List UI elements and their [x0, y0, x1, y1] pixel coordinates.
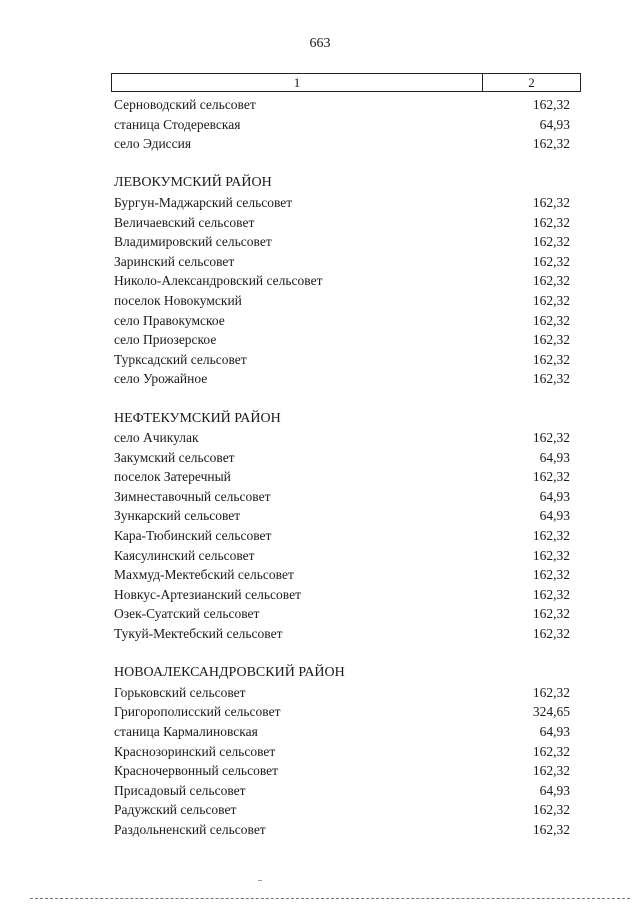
table-row — [114, 369, 570, 389]
settlement-name: Каясулинский сельсовет — [114, 547, 255, 563]
table-row — [114, 428, 570, 448]
header-col-2: 2 — [528, 75, 535, 90]
settlement-value: 162,32 — [532, 253, 570, 269]
table-row — [114, 487, 570, 507]
table-row — [114, 546, 570, 566]
settlement-value: 162,32 — [532, 312, 570, 328]
settlement-name: Закумский сельсовет — [114, 449, 235, 465]
table-row — [114, 565, 570, 585]
settlement-value: 162,32 — [532, 469, 570, 485]
table-row — [114, 330, 570, 350]
settlement-value: 162,32 — [532, 194, 570, 210]
table-row — [114, 761, 570, 781]
settlement-name: Григорополисский сельсовет — [114, 704, 281, 720]
table-row — [114, 95, 570, 115]
settlement-value: 162,32 — [532, 821, 570, 837]
settlement-name: Зункарский сельсовет — [114, 508, 241, 524]
settlement-name: Махмуд-Мектебский сельсовет — [114, 567, 294, 583]
settlement-name: Заринский сельсовет — [114, 253, 235, 269]
table-row — [114, 448, 570, 468]
settlement-name: село Приозерское — [114, 332, 217, 348]
table-row — [114, 350, 570, 370]
table-row — [114, 213, 570, 233]
settlement-name: Горьковский сельсовет — [114, 684, 246, 700]
settlement-name: станица Кармалиновская — [114, 724, 258, 739]
table-header — [111, 73, 581, 92]
settlement-value: 162,32 — [532, 528, 570, 544]
table-row — [114, 467, 570, 487]
scan-mark — [258, 880, 262, 881]
section-spacer — [114, 389, 570, 409]
settlement-value: 162,32 — [532, 371, 570, 387]
table-row — [114, 624, 570, 644]
settlement-name: Серноводский сельсовет — [114, 97, 256, 112]
header-col-1: 1 — [112, 74, 483, 91]
table-row — [114, 604, 570, 624]
settlement-name: село Урожайное — [114, 371, 208, 387]
settlement-name: Новкус-Артезианский сельсовет — [114, 586, 301, 602]
settlement-name: село Ачикулак — [114, 430, 199, 446]
settlement-name: Величаевский сельсовет — [114, 214, 255, 230]
settlement-name: поселок Затеречный — [114, 469, 231, 485]
settlement-name: Краснозоринский сельсовет — [114, 743, 276, 759]
settlement-name: Озек-Суатский сельсовет — [114, 606, 260, 622]
settlement-name: поселок Новокумский — [114, 292, 242, 308]
table-row — [114, 115, 570, 135]
settlement-value: 162,32 — [532, 136, 570, 152]
settlement-name: Тукуй-Мектебский сельсовет — [114, 626, 283, 642]
settlement-name: Присадовый сельсовет — [114, 782, 246, 798]
settlement-value: 162,32 — [532, 684, 570, 700]
settlement-value: 64,93 — [539, 724, 570, 739]
settlement-value: 162,32 — [532, 214, 570, 230]
settlement-value: 162,32 — [532, 626, 570, 642]
table-row — [114, 683, 570, 703]
settlement-value: 162,32 — [532, 547, 570, 563]
settlement-value: 162,32 — [532, 351, 570, 367]
settlement-name: Радужский сельсовет — [114, 802, 237, 818]
district-title: ЛЕВОКУМСКИЙ РАЙОН — [114, 175, 272, 191]
table-row — [114, 193, 570, 213]
settlement-value: 162,32 — [532, 586, 570, 602]
settlement-value: 64,93 — [539, 488, 570, 504]
table-row — [114, 232, 570, 252]
settlement-value: 64,93 — [539, 116, 570, 132]
settlement-value: 64,93 — [539, 449, 570, 465]
section-spacer — [114, 154, 570, 174]
settlement-value: 162,32 — [532, 292, 570, 308]
settlement-value: 162,32 — [532, 567, 570, 583]
table-row — [114, 781, 570, 801]
settlement-name: Зимнеставочный сельсовет — [114, 488, 271, 504]
table-row — [114, 291, 570, 311]
settlement-name: Бургун-Маджарский сельсовет — [114, 194, 293, 210]
settlement-value: 162,32 — [532, 743, 570, 759]
bottom-rule — [30, 898, 630, 899]
settlement-name: Кара-Тюбинский сельсовет — [114, 528, 272, 544]
settlement-name: Николо-Александровский сельсовет — [114, 273, 323, 289]
settlement-name: Владимировский сельсовет — [114, 234, 272, 250]
settlement-name: село Правокумское — [114, 312, 225, 328]
table-row — [114, 252, 570, 272]
table-row — [114, 271, 570, 291]
settlement-value: 162,32 — [532, 273, 570, 289]
district-title: НЕФТЕКУМСКИЙ РАЙОН — [114, 410, 281, 426]
table-row — [114, 134, 570, 154]
settlement-value: 162,32 — [532, 97, 570, 112]
settlement-value: 162,32 — [532, 332, 570, 348]
table-row — [114, 506, 570, 526]
table-row — [114, 702, 570, 722]
settlement-name: Турксадский сельсовет — [114, 351, 247, 367]
settlement-value: 162,32 — [532, 430, 570, 446]
settlement-name: Раздольненский сельсовет — [114, 821, 266, 837]
table-row — [114, 800, 570, 820]
settlement-value: 162,32 — [532, 234, 570, 250]
table-row — [114, 526, 570, 546]
table-row — [114, 722, 570, 742]
settlement-value: 162,32 — [532, 802, 570, 818]
table-row — [114, 742, 570, 762]
settlement-value: 324,65 — [532, 704, 570, 720]
settlement-value: 162,32 — [532, 763, 570, 779]
settlement-value: 64,93 — [539, 782, 570, 798]
settlement-name: село Эдиссия — [114, 136, 192, 152]
settlement-name: станица Стодеревская — [114, 116, 241, 132]
settlement-name: Красночервонный сельсовет — [114, 763, 279, 779]
settlement-value: 64,93 — [539, 508, 570, 524]
table-row — [114, 820, 570, 840]
district-title: НОВОАЛЕКСАНДРОВСКИЙ РАЙОН — [114, 665, 345, 681]
page-number: 663 — [309, 36, 331, 51]
table-row — [114, 311, 570, 331]
table-body — [114, 95, 570, 840]
table-row — [114, 585, 570, 605]
settlement-value: 162,32 — [532, 606, 570, 622]
section-spacer — [114, 644, 570, 664]
